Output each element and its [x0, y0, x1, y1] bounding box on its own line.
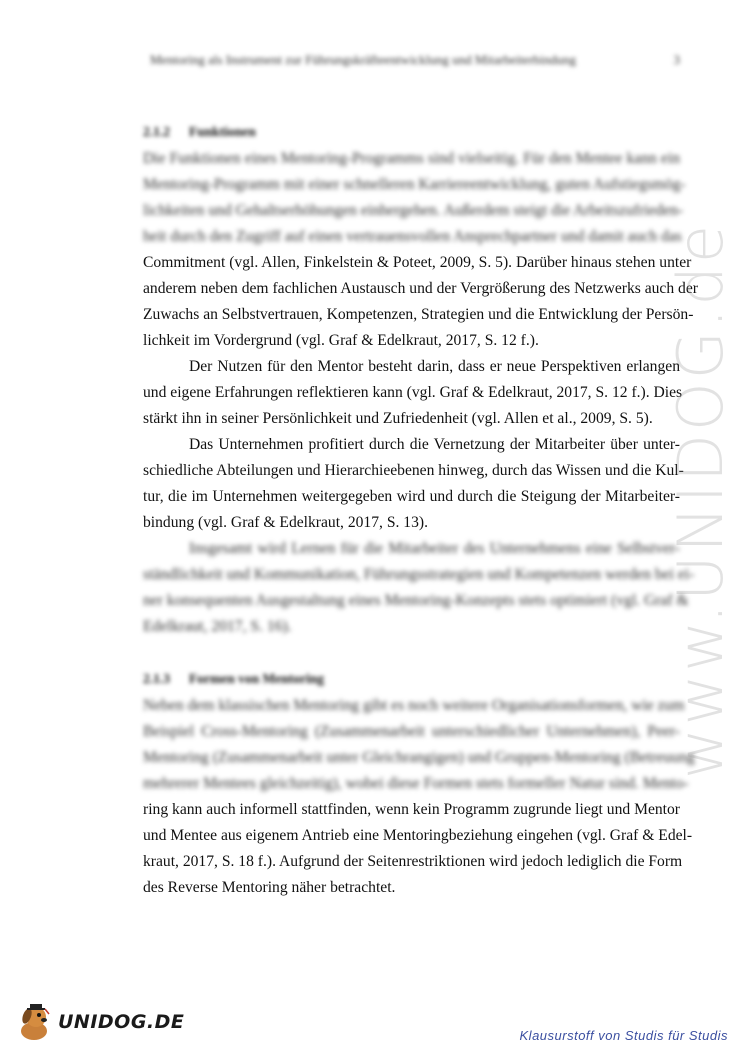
- paragraph-forms: [143, 693, 695, 901]
- dog-mascot-icon: [14, 1001, 56, 1043]
- unidog-logo[interactable]: [14, 1000, 184, 1044]
- text-line: heit durch den Zugriff auf einen vertrauensvollen Ansprechpartner und damit auch das: [143, 228, 682, 245]
- text-line: kraut, 2017, S. 18 f.). Aufgrund der Seitenrestriktionen wird jedoch lediglich die Form: [143, 853, 683, 870]
- section-heading-formen: [143, 671, 324, 687]
- text-line: Neben dem klassischen Mentoring gibt es noch weitere Organisationsformen, wie zum: [143, 697, 685, 714]
- section-number: 2.1.3: [143, 671, 170, 686]
- text-line: schiedliche Abteilungen und Hierarchieebenen hinweg, durch das Wissen und die Kul-: [143, 462, 684, 479]
- section-body-formen: [143, 693, 695, 901]
- footer-tagline: Klausurstoff von Studis für Studis: [519, 1028, 728, 1043]
- text-line: Zuwachs an Selbstvertrauen, Kompetenzen, Strategien und die Entwicklung der Persön-: [143, 306, 694, 323]
- text-line: lichkeit im Vordergrund (vgl. Graf & Edelkraut, 2017, S. 12 f.).: [143, 332, 539, 349]
- section-heading-funktionen: [143, 124, 256, 140]
- text-line: tur, die im Unternehmen weitergegeben wird und durch die Steigung der Mitarbeiter-: [143, 488, 680, 505]
- text-line: und eigene Erfahrungen reflektieren kann (vgl. Graf & Edelkraut, 2017, S. 12 f.). Dies: [143, 384, 683, 401]
- text-line: Beispiel Cross-Mentoring (Zusammenarbeit unterschiedlicher Unternehmen), Peer-: [143, 723, 680, 740]
- section-number: 2.1.2: [143, 124, 170, 139]
- running-header: [150, 52, 680, 68]
- text-line: Edelkraut, 2017, S. 16).: [143, 618, 292, 635]
- paragraph-benefits-company: [143, 432, 684, 536]
- text-line: Der Nutzen für den Mentor besteht darin, dass er neue Perspektiven erlangen: [189, 358, 680, 375]
- section-title: Funktionen: [189, 124, 256, 139]
- text-line: und Mentee aus eigenem Antrieb eine Mentoringbeziehung eingehen (vgl. Graf & Edel-: [143, 827, 693, 844]
- text-line: Insgesamt wird Lernen für die Mitarbeiter des Unternehmens eine Selbstver-: [189, 540, 680, 557]
- logo-text: UNIDOG.DE: [58, 1011, 185, 1033]
- text-line: bindung (vgl. Graf & Edelkraut, 2017, S. 13).: [143, 514, 428, 531]
- text-line: mehrerer Mentees gleichzeitig), wobei diese Formen stets formeller Natur sind. Mento-: [143, 775, 689, 792]
- text-line: Mentoring-Programm mit einer schnelleren Karriereentwicklung, guten Aufstiegsmög-: [143, 176, 686, 193]
- text-line: Die Funktionen eines Mentoring-Programms sind vielseitig. Für den Mentee kann ein: [143, 150, 680, 167]
- text-line: lichkeiten und Gehaltserhöhungen einhergehen. Außerdem steigt die Arbeitszufrieden-: [143, 202, 684, 219]
- text-line: Mentoring (Zusammenarbeit unter Gleichrangigen) und Gruppen-Mentoring (Betreuung: [143, 749, 695, 766]
- text-line: Das Unternehmen profitiert durch die Vernetzung der Mitarbeiter über unter-: [189, 436, 680, 453]
- running-title: Mentoring als Instrument zur Führungskräfteentwicklung und Mitarbeiterbindung: [150, 52, 577, 67]
- text-line: ständlichkeit und Kommunikation, Führungsstrategien und Kompetenzen werden bei ei-: [143, 566, 695, 583]
- section-title: Formen von Mentoring: [189, 671, 324, 686]
- text-line: stärkt ihn in seiner Persönlichkeit und Zufriedenheit (vgl. Allen et al., 2009, S. 5).: [143, 410, 653, 427]
- text-line: Commitment (vgl. Allen, Finkelstein & Poteet, 2009, S. 5). Darüber hinaus stehen unter: [143, 254, 692, 271]
- text-line: des Reverse Mentoring näher betrachtet.: [143, 879, 396, 896]
- text-line: anderem neben dem fachlichen Austausch und der Vergrößerung des Netzwerks auch der: [143, 280, 698, 297]
- watermark: [640, 221, 750, 779]
- paragraph-benefits-mentor: [143, 354, 683, 432]
- paragraph-benefits-mentee: [143, 146, 698, 354]
- watermark-text: www.UNIDOG.de: [663, 221, 737, 779]
- section-body-funktionen: [143, 146, 698, 640]
- text-line: ring kann auch informell stattfinden, wenn kein Programm zugrunde liegt und Mentor: [143, 801, 680, 818]
- paragraph-summary: [143, 536, 695, 640]
- page-number: 3: [673, 52, 680, 67]
- text-line: ner konsequenten Ausgestaltung eines Mentoring-Konzepts stets optimiert (vgl. Graf &: [143, 592, 689, 609]
